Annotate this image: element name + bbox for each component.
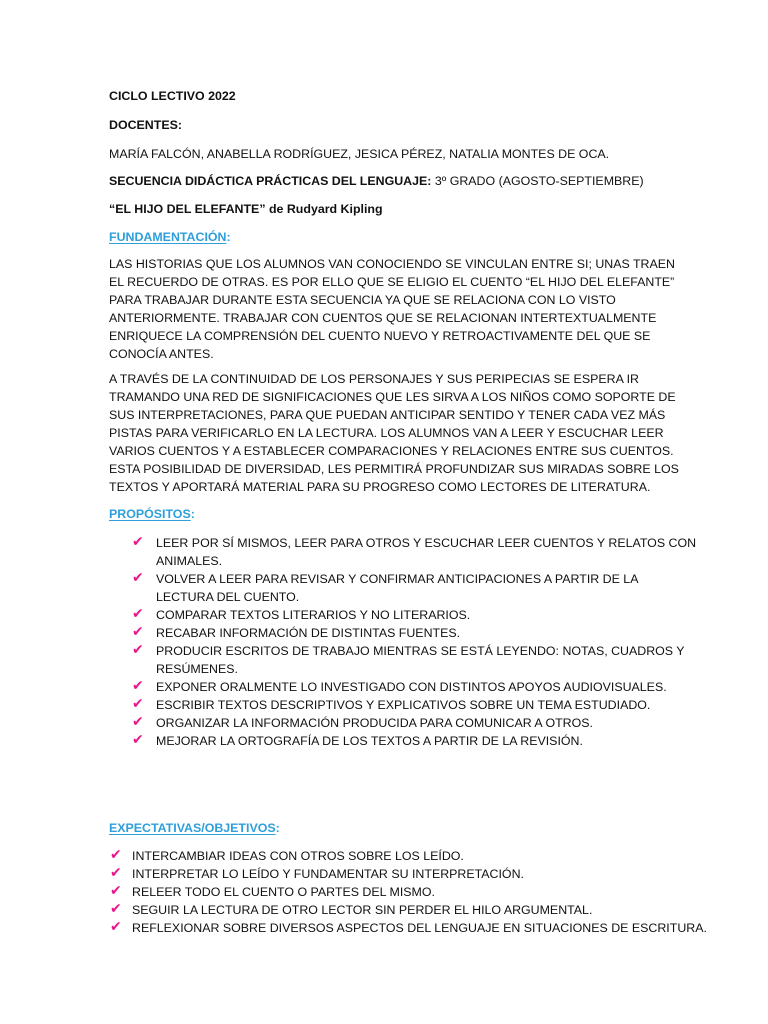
paragraph-line: CONOCÍA ANTES. [109,347,214,361]
expectativas-heading-colon: : [275,821,280,835]
paragraph-line: TRAMANDO UNA RED DE SIGNIFICACIONES QUE LES SIRVA A LOS NIÑOS COMO SOPORTE DE [109,390,676,404]
list-item: ✔ REFLEXIONAR SOBRE DIVERSOS ASPECTOS DEL LENGUAJE EN SITUACIONES DE ESCRITURA. [110,919,707,935]
list-item: ✔ ESCRIBIR TEXTOS DESCRIPTIVOS Y EXPLICATIVOS SOBRE UN TEMA ESTUDIADO. [132,696,651,712]
story-title: “EL HIJO DEL ELEFANTE” de Rudyard Kipling [109,202,383,216]
fundamentacion-heading-colon: : [226,230,231,244]
check-mark-icon: ✔ [132,606,144,622]
check-mark-icon: ✔ [110,847,122,863]
check-mark-icon: ✔ [132,714,144,730]
fundamentacion-paragraph-2 [109,370,679,496]
check-mark-icon: ✔ [132,678,144,694]
check-mark-icon: ✔ [132,642,144,658]
sequence-title: SECUENCIA DIDÁCTICA PRÁCTICAS DEL LENGUAJE: [109,174,432,188]
fundamentacion-paragraph-1 [109,255,675,363]
list-item: ✔ INTERPRETAR LO LEÍDO Y FUNDAMENTAR SU INTERPRETACIÓN. [110,865,524,881]
list-item: ✔ PRODUCIR ESCRITOS DE TRABAJO MIENTRAS SE ESTÁ LEYENDO: NOTAS, CUADROS Y RESÚMENES. [132,642,685,676]
check-mark-icon: ✔ [132,624,144,640]
fundamentacion-heading [109,228,231,246]
list-item: ✔ RELEER TODO EL CUENTO O PARTES DEL MISMO. [110,883,435,899]
sequence-grade: 3º GRADO (AGOSTO-SEPTIEMBRE) [431,174,644,188]
check-mark-icon: ✔ [132,696,144,712]
check-mark-icon: ✔ [110,865,122,881]
paragraph-line: PARA TRABAJAR DURANTE ESTA SECUENCIA YA QUE SE RELACIONA CON LO VISTO [109,293,616,307]
teachers-names: MARÍA FALCÓN, ANABELLA RODRÍGUEZ, JESICA PÉREZ, NATALIA MONTES DE OCA. [109,147,610,161]
paragraph-line: EL RECUERDO DE OTRAS. ES POR ELLO QUE SE ELIGIO EL CUENTO “EL HIJO DEL ELEFANTE” [109,275,675,289]
list-item: ✔ EXPONER ORALMENTE LO INVESTIGADO CON DISTINTOS APOYOS AUDIOVISUALES. [132,678,667,694]
list-item: ✔ INTERCAMBIAR IDEAS CON OTROS SOBRE LOS LEÍDO. [110,847,464,863]
teachers-label: DOCENTES: [109,118,182,132]
list-item: ✔ RECABAR INFORMACIÓN DE DISTINTAS FUENTES. [132,624,461,640]
propositos-list [132,534,696,750]
paragraph-line: SUS INTERPRETACIONES, PARA QUE PUEDAN ANTICIPAR SENTIDO Y TENER CADA VEZ MÁS [109,408,666,422]
paragraph-line: LAS HISTORIAS QUE LOS ALUMNOS VAN CONOCIENDO SE VINCULAN ENTRE SI; UNAS TRAEN [109,257,675,271]
expectativas-heading [109,819,280,837]
check-mark-icon: ✔ [132,732,144,748]
check-mark-icon: ✔ [110,901,122,917]
propositos-heading [109,505,195,523]
paragraph-line: ANTERIORMENTE. TRABAJAR CON CUENTOS QUE SE RELACIONAN INTERTEXTUALMENTE [109,311,657,325]
check-mark-icon: ✔ [110,919,122,935]
paragraph-line: VARIOS CUENTOS Y A ESTABLECER COMPARACIONES Y RELACIONES ENTRE SUS CUENTOS. [109,444,674,458]
list-item: ✔ LEER POR SÍ MISMOS, LEER PARA OTROS Y ESCUCHAR LEER CUENTOS Y RELATOS CON ANIMALES. [132,534,697,568]
check-mark-icon: ✔ [110,883,122,899]
list-item: ✔ SEGUIR LA LECTURA DE OTRO LECTOR SIN PERDER EL HILO ARGUMENTAL. [110,901,593,917]
list-item: ✔ VOLVER A LEER PARA REVISAR Y CONFIRMAR ANTICIPACIONES A PARTIR DE LA LECTURA DEL CUENTO. [132,570,639,604]
fundamentacion-heading-text: FUNDAMENTACIÓN [109,230,227,244]
paragraph-line: ESTA POSIBILIDAD DE DIVERSIDAD, LES PERMITIRÁ PROFUNDIZAR SUS MIRADAS SOBRE LOS [109,462,679,476]
paragraph-line: TEXTOS Y APORTARÁ MATERIAL PARA SU PROGRESO COMO LECTORES DE LITERATURA. [109,480,651,494]
list-item: ✔ MEJORAR LA ORTOGRAFÍA DE LOS TEXTOS A PARTIR DE LA REVISIÓN. [132,732,583,748]
expectativas-heading-text: EXPECTATIVAS/OBJETIVOS [109,821,276,835]
paragraph-line: ENRIQUECE LA COMPRENSIÓN DEL CUENTO NUEVO Y RETROACTIVAMENTE DEL QUE SE [109,329,651,343]
expectativas-list [110,847,707,937]
list-item: ✔ COMPARAR TEXTOS LITERARIOS Y NO LITERARIOS. [132,606,471,622]
propositos-heading-text: PROPÓSITOS [109,507,191,521]
check-mark-icon: ✔ [132,534,144,550]
sequence-line [109,172,644,190]
list-item: ✔ ORGANIZAR LA INFORMACIÓN PRODUCIDA PARA COMUNICAR A OTROS. [132,714,593,730]
propositos-heading-colon: : [190,507,195,521]
cycle-title: CICLO LECTIVO 2022 [109,89,236,103]
check-mark-icon: ✔ [132,570,144,586]
paragraph-line: A TRAVÉS DE LA CONTINUIDAD DE LOS PERSONAJES Y SUS PERIPECIAS SE ESPERA IR [109,372,639,386]
paragraph-line: PISTAS PARA VERIFICARLO EN LA LECTURA. LOS ALUMNOS VAN A LEER Y ESCUCHAR LEER [109,426,664,440]
